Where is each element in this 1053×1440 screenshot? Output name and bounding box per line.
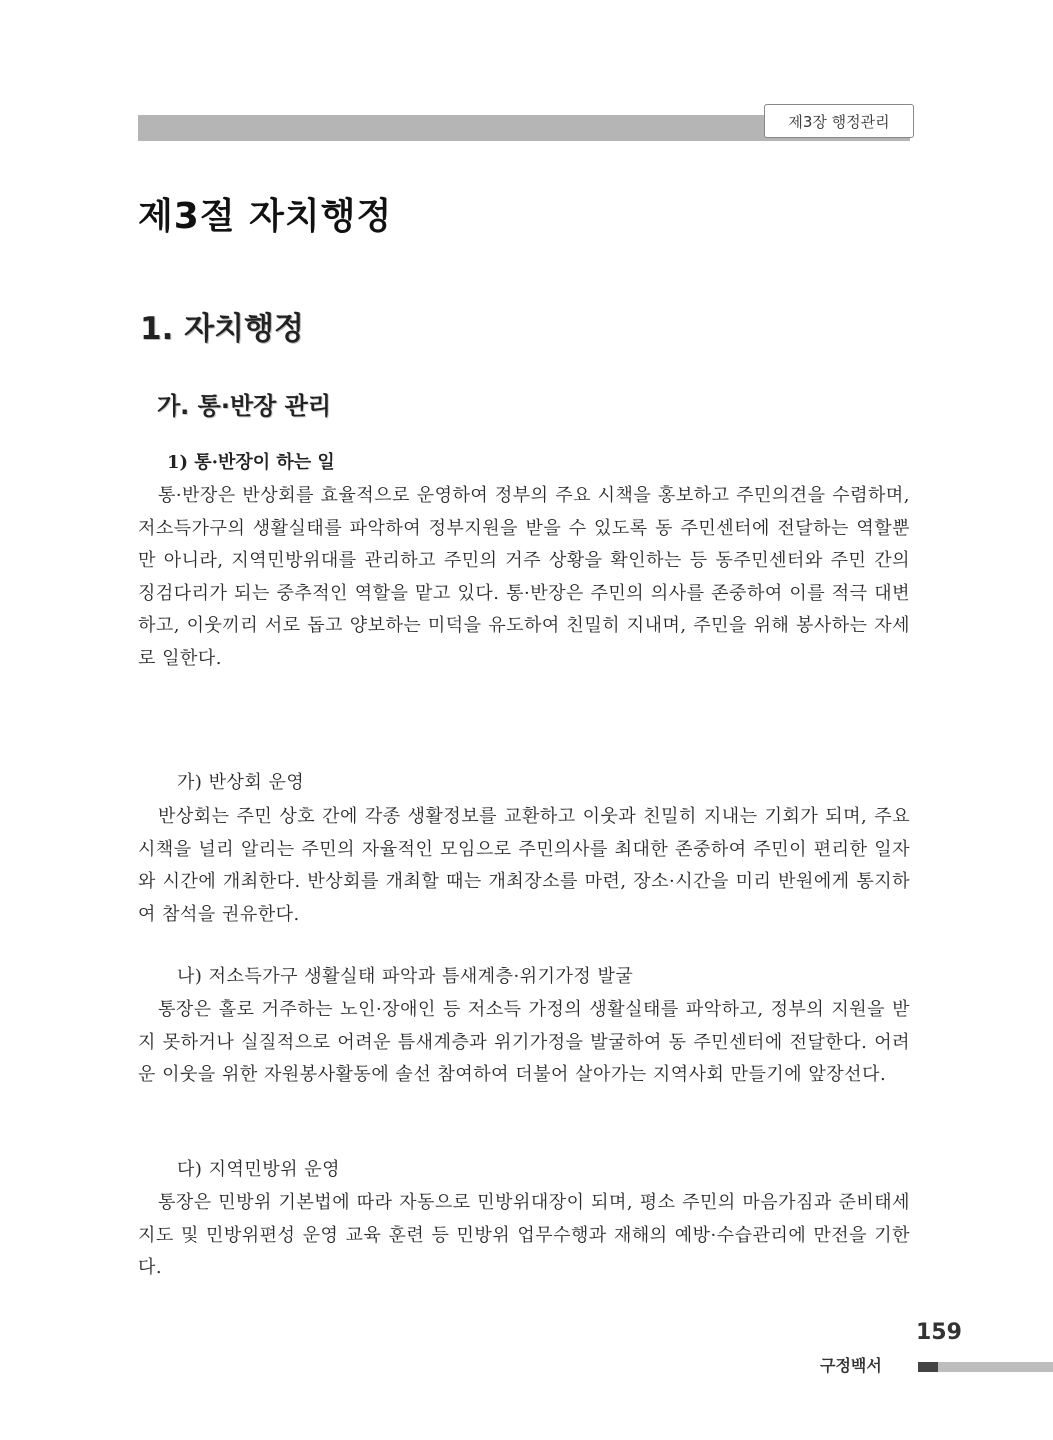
heading-1: 1. 자치행정: [140, 311, 304, 347]
subsection-heading: 가) 반상회 운영: [177, 772, 305, 793]
book-title: 구정백서: [820, 1356, 882, 1375]
subsection-text: 반상회는 주민 상호 간에 각종 생활정보를 교환하고 이웃과 친밀히 지내는 기회가 되며, 주요 시책을 널리 알리는 주민의 자율적인 모임으로 주민의사를 최대한 존중하여 주민이 편리한 일자와 시간에 개최한다. 반상회를 개최할 때는 개최장소를 마련, 장소·시간을 미리 반원에게 통지하여 참석을 권유한다.: [138, 806, 910, 925]
page-number: 159: [916, 1320, 962, 1345]
subsection-heading: 나) 저소득가구 생활실태 파악과 틈새계층·위기가정 발굴: [177, 966, 634, 987]
chapter-tag: 제3장 행정관리: [764, 104, 914, 138]
heading-2: 가. 통·반장 관리: [157, 392, 332, 420]
subsection-heading: 다) 지역민방위 운영: [177, 1159, 341, 1180]
section-title: 제3절 자치행정: [138, 196, 393, 237]
subsection-text: 통장은 민방위 기본법에 따라 자동으로 민방위대장이 되며, 평소 주민의 마음가짐과 준비태세 지도 및 민방위편성 운영 교육 훈련 등 민방위 업무수행과 재해의 예방·수습관리에 만전을 기한다.: [138, 1192, 910, 1278]
intro-paragraph: 통·반장은 반상회를 효율적으로 운영하여 정부의 주요 시책을 홍보하고 주민의견을 수렴하며, 저소득가구의 생활실태를 파악하여 정부지원을 받을 수 있도록 동 주민센터에 전달하는 역할뿐만 아니라, 지역민방위대를 관리하고 주민의 거주 상황을 확인하는 등 동주민센터와 주민 간의 징검다리가 되는 중추적인 역할을 맡고 있다. 통·반장은 주민의 의사를 존중하여 이를 적극 대변하고, 이웃끼리 서로 돕고 양보하는 미덕을 유도하여 친밀히 지내며, 주민을 위해 봉사하는 자세로 일한다.: [138, 485, 910, 669]
heading-3: 1) 통·반장이 하는 일: [167, 452, 335, 473]
footer-bar-light: [938, 1362, 1053, 1372]
subsection-text: 통장은 홀로 거주하는 노인·장애인 등 저소득 가정의 생활실태를 파악하고, 정부의 지원을 받지 못하거나 실질적으로 어려운 틈새계층과 위기가정을 발굴하여 동 주민센터에 전달한다. 어려운 이웃을 위한 자원봉사활동에 솔선 참여하여 더불어 살아가는 지역사회 만들기에 앞장선다.: [138, 999, 910, 1085]
footer-bar-dark: [918, 1362, 938, 1372]
